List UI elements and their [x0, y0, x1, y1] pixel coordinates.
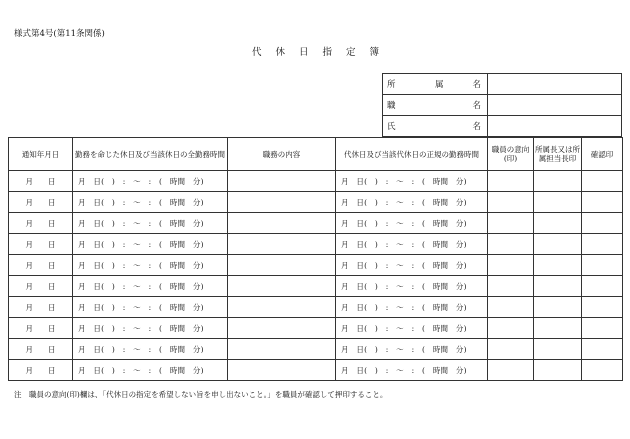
substitute-holiday-table: [8, 137, 623, 381]
work-time-cell[interactable]: 月 日( ) : ～ : ( 時間 分): [73, 297, 228, 318]
intent-seal-cell[interactable]: [488, 339, 534, 360]
notice-date-cell[interactable]: 月 日: [9, 255, 73, 276]
duty-cell[interactable]: [228, 171, 336, 192]
notice-date-cell[interactable]: 月 日: [9, 339, 73, 360]
intent-seal-cell[interactable]: [488, 318, 534, 339]
notice-date-cell[interactable]: 月 日: [9, 360, 73, 381]
notice-date-cell[interactable]: 月 日: [9, 276, 73, 297]
confirm-seal-cell[interactable]: [582, 339, 623, 360]
duty-cell[interactable]: [228, 234, 336, 255]
intent-seal-cell[interactable]: [488, 234, 534, 255]
page-title: 代休日指定簿: [252, 47, 394, 58]
header-substitute: 代休日及び当該代休日の正規の勤務時間: [336, 138, 488, 171]
notice-date-cell[interactable]: 月 日: [9, 297, 73, 318]
work-time-cell[interactable]: 月 日( ) : ～ : ( 時間 分): [73, 255, 228, 276]
head-seal-cell[interactable]: [534, 318, 582, 339]
duty-cell[interactable]: [228, 339, 336, 360]
header-confirm: 確認印: [582, 138, 623, 171]
substitute-time-cell[interactable]: 月 日( ) : ～ : ( 時間 分): [336, 213, 488, 234]
head-seal-cell[interactable]: [534, 255, 582, 276]
table-row: [9, 339, 623, 360]
duty-cell[interactable]: [228, 318, 336, 339]
affiliation-table: [382, 73, 622, 137]
work-time-cell[interactable]: 月 日( ) : ～ : ( 時間 分): [73, 192, 228, 213]
confirm-seal-cell[interactable]: [582, 276, 623, 297]
header-notice-date: 通知年月日: [9, 138, 73, 171]
footnote: 注 職員の意向(印)欄は、「代休日の指定を希望しない旨を申し出ないこと。」を職員が確認して押印すること。: [14, 390, 388, 399]
department-label: 所 属 名: [383, 74, 488, 95]
work-time-cell[interactable]: 月 日( ) : ～ : ( 時間 分): [73, 213, 228, 234]
position-field[interactable]: [488, 95, 622, 116]
confirm-seal-cell[interactable]: [582, 360, 623, 381]
confirm-seal-cell[interactable]: [582, 255, 623, 276]
substitute-time-cell[interactable]: 月 日( ) : ～ : ( 時間 分): [336, 234, 488, 255]
confirm-seal-cell[interactable]: [582, 213, 623, 234]
duty-cell[interactable]: [228, 213, 336, 234]
table-row: [9, 234, 623, 255]
affiliation-row-department: [383, 74, 622, 95]
head-seal-cell[interactable]: [534, 360, 582, 381]
name-field[interactable]: [488, 116, 622, 137]
confirm-seal-cell[interactable]: [582, 192, 623, 213]
header-head-seal: 所属長又は所属担当長印: [534, 138, 582, 171]
header-work-time: 勤務を命じた休日及び当該休日の全勤務時間: [73, 138, 228, 171]
affiliation-row-name: [383, 116, 622, 137]
table-row: [9, 192, 623, 213]
head-seal-cell[interactable]: [534, 213, 582, 234]
work-time-cell[interactable]: 月 日( ) : ～ : ( 時間 分): [73, 171, 228, 192]
table-row: [9, 255, 623, 276]
notice-date-cell[interactable]: 月 日: [9, 234, 73, 255]
intent-seal-cell[interactable]: [488, 213, 534, 234]
notice-date-cell[interactable]: 月 日: [9, 171, 73, 192]
substitute-time-cell[interactable]: 月 日( ) : ～ : ( 時間 分): [336, 318, 488, 339]
table-row: [9, 171, 623, 192]
table-row: [9, 276, 623, 297]
head-seal-cell[interactable]: [534, 276, 582, 297]
table-row: [9, 297, 623, 318]
table-row: [9, 318, 623, 339]
duty-cell[interactable]: [228, 276, 336, 297]
substitute-time-cell[interactable]: 月 日( ) : ～ : ( 時間 分): [336, 360, 488, 381]
work-time-cell[interactable]: 月 日( ) : ～ : ( 時間 分): [73, 339, 228, 360]
duty-cell[interactable]: [228, 360, 336, 381]
head-seal-cell[interactable]: [534, 171, 582, 192]
substitute-time-cell[interactable]: 月 日( ) : ～ : ( 時間 分): [336, 339, 488, 360]
table-row: [9, 213, 623, 234]
header-duty: 職務の内容: [228, 138, 336, 171]
substitute-time-cell[interactable]: 月 日( ) : ～ : ( 時間 分): [336, 297, 488, 318]
work-time-cell[interactable]: 月 日( ) : ～ : ( 時間 分): [73, 318, 228, 339]
notice-date-cell[interactable]: 月 日: [9, 318, 73, 339]
head-seal-cell[interactable]: [534, 192, 582, 213]
substitute-time-cell[interactable]: 月 日( ) : ～ : ( 時間 分): [336, 171, 488, 192]
work-time-cell[interactable]: 月 日( ) : ～ : ( 時間 分): [73, 276, 228, 297]
intent-seal-cell[interactable]: [488, 360, 534, 381]
affiliation-row-position: [383, 95, 622, 116]
duty-cell[interactable]: [228, 297, 336, 318]
table-row: [9, 360, 623, 381]
notice-date-cell[interactable]: 月 日: [9, 213, 73, 234]
intent-seal-cell[interactable]: [488, 297, 534, 318]
intent-seal-cell[interactable]: [488, 192, 534, 213]
table-header-row: [9, 138, 623, 171]
substitute-time-cell[interactable]: 月 日( ) : ～ : ( 時間 分): [336, 255, 488, 276]
work-time-cell[interactable]: 月 日( ) : ～ : ( 時間 分): [73, 234, 228, 255]
form-number: 様式第4号(第11条関係): [14, 29, 105, 39]
substitute-time-cell[interactable]: 月 日( ) : ～ : ( 時間 分): [336, 276, 488, 297]
position-label: 職 名: [383, 95, 488, 116]
department-field[interactable]: [488, 74, 622, 95]
head-seal-cell[interactable]: [534, 339, 582, 360]
duty-cell[interactable]: [228, 192, 336, 213]
confirm-seal-cell[interactable]: [582, 234, 623, 255]
confirm-seal-cell[interactable]: [582, 171, 623, 192]
intent-seal-cell[interactable]: [488, 255, 534, 276]
work-time-cell[interactable]: 月 日( ) : ～ : ( 時間 分): [73, 360, 228, 381]
confirm-seal-cell[interactable]: [582, 318, 623, 339]
header-intent: 職員の意向(印): [488, 138, 534, 171]
intent-seal-cell[interactable]: [488, 276, 534, 297]
notice-date-cell[interactable]: 月 日: [9, 192, 73, 213]
head-seal-cell[interactable]: [534, 297, 582, 318]
duty-cell[interactable]: [228, 255, 336, 276]
head-seal-cell[interactable]: [534, 234, 582, 255]
name-label: 氏 名: [383, 116, 488, 137]
intent-seal-cell[interactable]: [488, 171, 534, 192]
confirm-seal-cell[interactable]: [582, 297, 623, 318]
substitute-time-cell[interactable]: 月 日( ) : ～ : ( 時間 分): [336, 192, 488, 213]
